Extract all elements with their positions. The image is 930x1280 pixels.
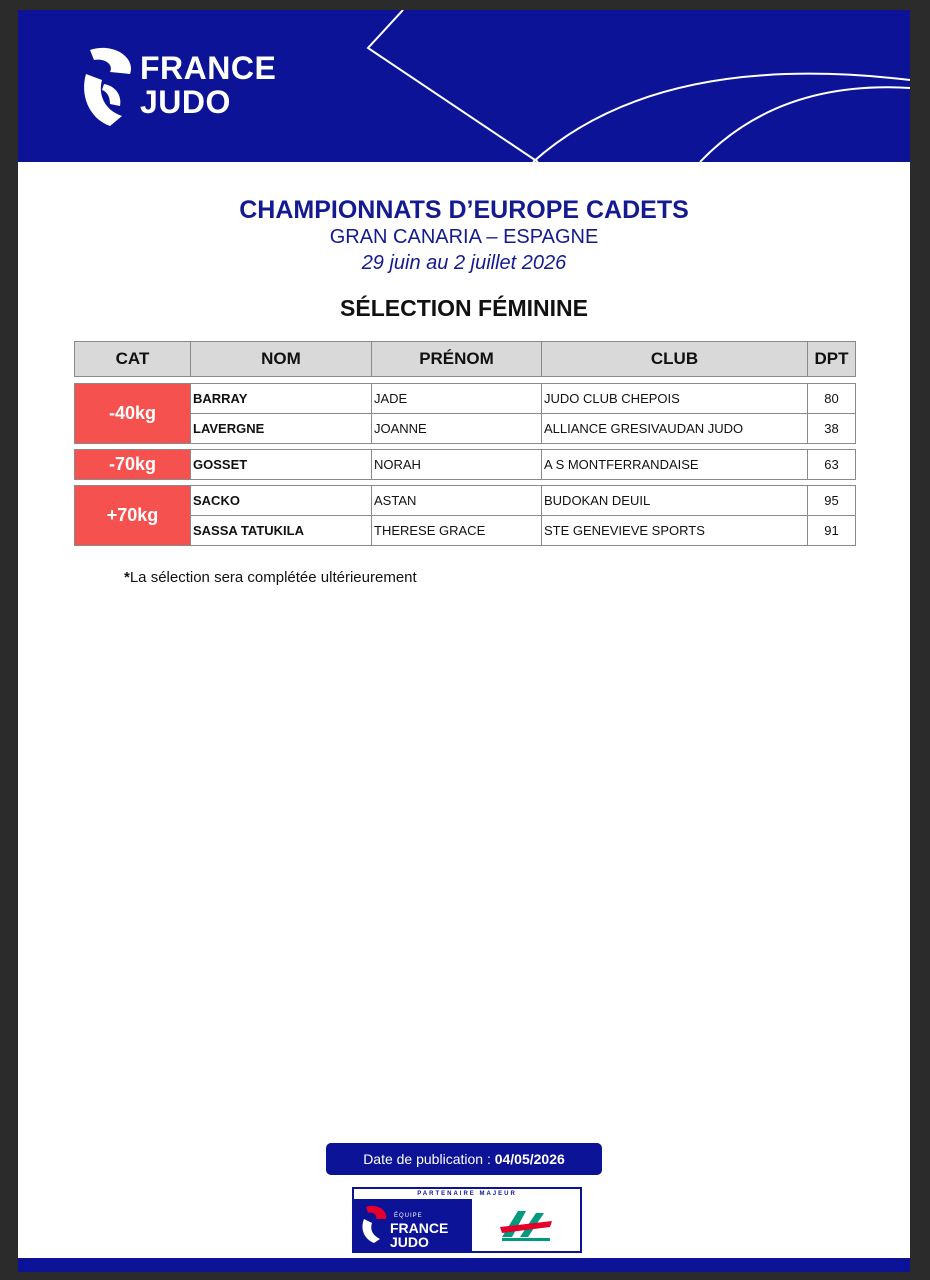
equipe-logo-icon xyxy=(360,1205,390,1245)
partner-line-judo: JUDO xyxy=(390,1234,429,1250)
selection-heading: SÉLECTION FÉMININE xyxy=(340,295,588,321)
partner-wordmark xyxy=(390,1221,448,1249)
dpt-cell: 80 xyxy=(808,384,856,414)
category-cell: -70kg xyxy=(75,450,191,480)
partner-logo-box xyxy=(352,1187,582,1253)
dpt-cell: 95 xyxy=(808,486,856,516)
nom-cell: GOSSET xyxy=(191,450,372,480)
column-header-nom: NOM xyxy=(191,342,372,377)
club-cell: BUDOKAN DEUIL xyxy=(542,486,808,516)
france-judo-logo-icon xyxy=(80,44,138,128)
event-dates: 29 juin au 2 juillet 2026 xyxy=(361,252,567,274)
publication-label: Date de publication : xyxy=(363,1151,495,1167)
prenom-cell: NORAH xyxy=(372,450,542,480)
category-group xyxy=(74,485,856,546)
dpt-cell: 63 xyxy=(808,450,856,480)
column-header-club: CLUB xyxy=(542,342,808,377)
partner-equipe: ÉQUIPE xyxy=(394,1213,423,1219)
table-header xyxy=(74,341,856,377)
equipe-france-judo-panel xyxy=(354,1199,472,1251)
event-location: GRAN CANARIA – ESPAGNE xyxy=(329,226,599,248)
category-cell: +70kg xyxy=(75,486,191,546)
club-cell: ALLIANCE GRESIVAUDAN JUDO xyxy=(542,414,808,444)
table-row xyxy=(75,384,856,414)
category-cell: -40kg xyxy=(75,384,191,444)
nom-cell: LAVERGNE xyxy=(191,414,372,444)
nom-cell: SASSA TATUKILA xyxy=(191,516,372,546)
footer-bar xyxy=(18,1258,910,1272)
note-star: * xyxy=(124,569,130,586)
category-group xyxy=(74,449,856,480)
table-row xyxy=(75,516,856,546)
club-cell: JUDO CLUB CHEPOIS xyxy=(542,384,808,414)
prenom-cell: JOANNE xyxy=(372,414,542,444)
dpt-cell: 91 xyxy=(808,516,856,546)
table-row xyxy=(75,414,856,444)
club-cell: A S MONTFERRANDAISE xyxy=(542,450,808,480)
column-header-cat: CAT xyxy=(75,342,191,377)
selection-note xyxy=(124,569,417,586)
note-text: La sélection sera complétée ultérieurement xyxy=(129,569,417,586)
publication-date: 04/05/2026 xyxy=(494,1151,565,1167)
nom-cell: SACKO xyxy=(191,486,372,516)
prenom-cell: THERESE GRACE xyxy=(372,516,542,546)
prenom-cell: ASTAN xyxy=(372,486,542,516)
publication-date-badge xyxy=(326,1143,602,1175)
column-header-prenom: PRÉNOM xyxy=(372,342,542,377)
header-banner xyxy=(18,10,910,162)
credit-agricole-logo-icon xyxy=(498,1207,554,1243)
nom-cell: BARRAY xyxy=(191,384,372,414)
logo-wordmark xyxy=(140,52,276,120)
partner-title: PARTENAIRE MAJEUR xyxy=(417,1191,517,1197)
table-row xyxy=(75,450,856,480)
dpt-cell: 38 xyxy=(808,414,856,444)
table-row xyxy=(75,486,856,516)
category-group xyxy=(74,383,856,444)
event-title: CHAMPIONNATS D’EUROPE CADETS xyxy=(239,196,689,224)
logo-line-france: FRANCE xyxy=(140,50,277,86)
column-header-dpt: DPT xyxy=(808,342,856,377)
club-cell: STE GENEVIEVE SPORTS xyxy=(542,516,808,546)
document-page xyxy=(18,10,910,1272)
partner-line-france: FRANCE xyxy=(390,1220,449,1236)
logo-line-judo: JUDO xyxy=(140,84,231,120)
prenom-cell: JADE xyxy=(372,384,542,414)
